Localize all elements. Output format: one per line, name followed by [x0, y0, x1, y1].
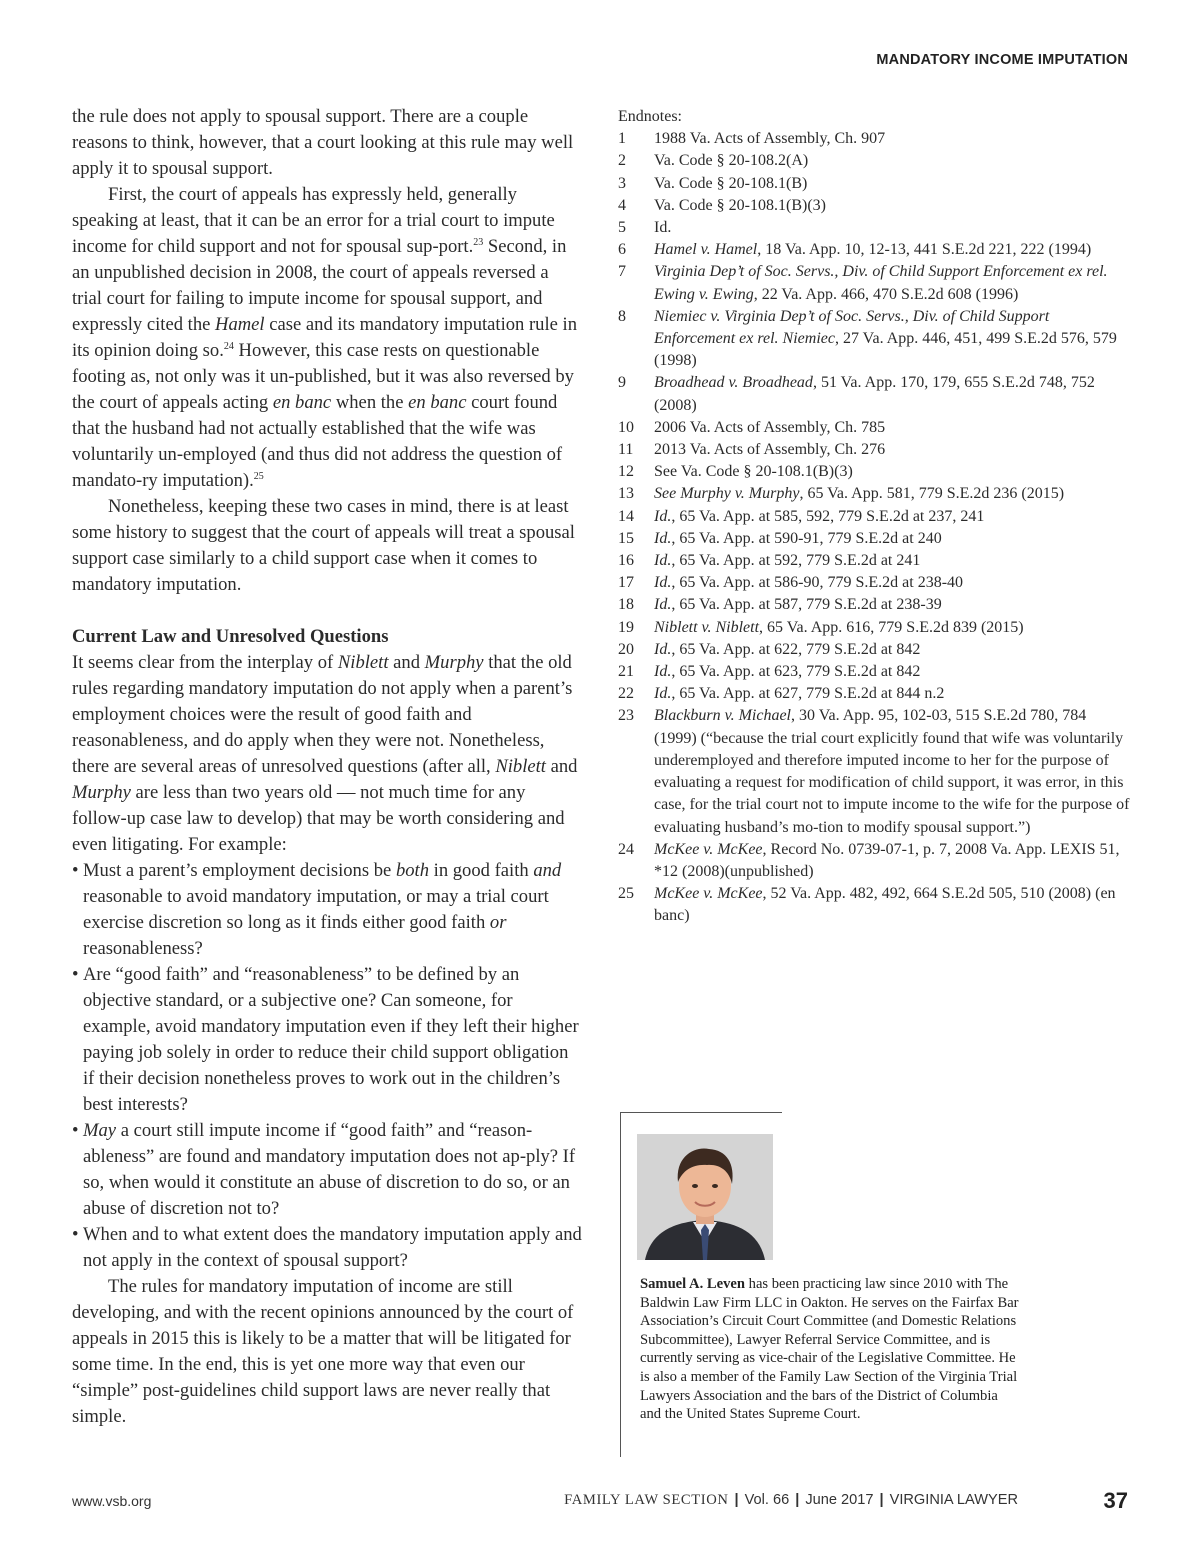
text: It seems clear from the interplay of: [72, 652, 338, 673]
endnote-item: [618, 195, 1130, 217]
footnote-ref: 24: [223, 341, 234, 352]
endnote-item: [618, 883, 1130, 927]
endnote-text: , 65 Va. App. 616, 779 S.E.2d 839 (2015): [759, 618, 1024, 636]
text: the rule does not apply to spousal support. There are a couple reasons to think, however, that a court looking at this rule may well apply it to spousal support.: [72, 106, 574, 179]
endnote-number: 15: [618, 529, 634, 547]
footer-volume: Vol. 66: [744, 1492, 790, 1508]
bio-rule-left: [620, 1112, 621, 1457]
paragraph-5: [72, 1274, 582, 1430]
endnote-text: , 65 Va. App. at 587, 779 S.E.2d at 238-39: [671, 596, 942, 614]
list-item: [72, 1118, 582, 1222]
case-name: Niblett: [337, 652, 389, 673]
footer-citation: [564, 1492, 1018, 1509]
endnote-number: 17: [618, 574, 634, 592]
section-heading: Current Law and Unresolved Questions: [72, 626, 389, 647]
endnote-text: Id.: [654, 685, 672, 703]
article-body: [72, 104, 582, 1430]
endnote-text: , 52 Va. App. 482, 492, 664 S.E.2d 505, 510 (2008) (en banc): [654, 885, 1116, 925]
endnote-text: , 22 Va. App. 466, 470 S.E.2d 608 (1996): [753, 285, 1019, 303]
endnote-number: 5: [618, 219, 626, 237]
endnote-text: Id.: [654, 640, 672, 658]
endnote-item: [618, 439, 1130, 461]
italic-term: both: [395, 860, 429, 881]
bio-rule-top: [620, 1112, 782, 1113]
endnote-text: Id.: [654, 663, 672, 681]
endnote-text: , 65 Va. App. at 592, 779 S.E.2d at 241: [671, 552, 921, 570]
text: The rules for mandatory imputation of income are still developing, and with the recent opinions announced by the court of appeals in 2015 this is likely to be a matter that will be litigated for some time. In the end, this is yet one more way that even our “simple” post-guidelines child support laws are never really that simple.: [72, 1276, 574, 1427]
endnote-text: , 65 Va. App. at 585, 592, 779 S.E.2d at 237, 241: [671, 507, 985, 525]
footnote-ref: 23: [473, 237, 484, 248]
text: Nonetheless, keeping these two cases in mind, there is at least some history to suggest that the court of appeals will treat a spousal support case similarly to a child support case when it comes to mandatory imputation.: [72, 496, 575, 595]
endnote-item: [618, 128, 1130, 150]
separator: |: [795, 1492, 800, 1508]
endnote-text: , 30 Va. App. 95, 102-03, 515 S.E.2d 780, 784 (1999) (“because the trial court explicitly found that wife was voluntarily underemployed and therefore imputed income to her for the purpose of evaluating a request for modification of child support, it was error, in this case, for the trial court not to impute income to the wife for the purpose of evaluating husband’s mo-tion to modify spousal support.”): [654, 707, 1130, 836]
paragraph-4: [72, 650, 582, 858]
endnote-text: 2006 Va. Acts of Assembly, Ch. 785: [654, 418, 886, 436]
endnote-text: Niblett v. Niblett: [654, 618, 760, 636]
italic-term: or: [489, 912, 507, 933]
endnote-text: Id.: [654, 507, 672, 525]
footer-publication: VIRGINIA LAWYER: [889, 1492, 1018, 1508]
list-item: [72, 858, 582, 962]
endnote-text: , 65 Va. App. at 590-91, 779 S.E.2d at 240: [671, 529, 942, 547]
endnote-number: 21: [618, 663, 634, 681]
text: Second, in an unpublished decision in 2008, the court of appeals reversed a trial court for failing to impute income for spousal support, and expressly cited the: [72, 236, 567, 335]
text: Are “good faith” and “reasonableness” to be defined by an objective standard, or a subjective one? Can someone, for example, avoid mandatory imputation even if they left their higher paying job solely in order to reduce their child support obligation if their decision nonetheless proves to work out in the children’s best interests?: [83, 964, 579, 1115]
paragraph-1: [72, 104, 582, 182]
text: First, the court of appeals has expressly held, generally speaking at least, that it can be an error for a trial court to impute income for child support and not for spousal sup-port.: [72, 184, 555, 257]
case-name: Niblett: [495, 756, 546, 777]
endnote-item: [618, 173, 1130, 195]
endnote-number: 25: [618, 885, 634, 903]
endnote-number: 4: [618, 196, 626, 214]
footer-url: www.vsb.org: [72, 1493, 152, 1509]
endnote-number: 14: [618, 507, 634, 525]
text: when the: [331, 392, 409, 413]
question-list: [72, 858, 582, 1274]
endnotes-title: Endnotes:: [618, 108, 682, 125]
italic-term: en banc: [272, 392, 332, 413]
page-number: 37: [1103, 1488, 1128, 1513]
list-item: [72, 1222, 582, 1274]
footer-section: FAMILY LAW SECTION: [564, 1492, 729, 1508]
endnote-text: See Murphy v. Murphy: [654, 485, 800, 503]
endnote-text: Id.: [654, 529, 672, 547]
case-name: Murphy: [72, 782, 131, 803]
separator: |: [879, 1492, 884, 1508]
endnote-item: [618, 572, 1130, 594]
case-name: Murphy: [424, 652, 484, 673]
endnote-text: McKee v. McKee: [654, 840, 763, 858]
endnote-number: 9: [618, 374, 626, 392]
endnote-text: , 65 Va. App. 581, 779 S.E.2d 236 (2015): [799, 485, 1065, 503]
paragraph-3: [72, 494, 582, 598]
text: reasonable to avoid mandatory imputation, or may a trial court exercise discretion so long as it finds either good faith: [83, 886, 549, 933]
italic-term: May: [83, 1120, 117, 1141]
text: Must a parent’s employment decisions be: [83, 860, 396, 881]
endnote-text: Id.: [654, 574, 672, 592]
endnote-number: 11: [618, 441, 634, 459]
endnote-number: 23: [618, 707, 634, 725]
endnote-text: Virginia Dep’t of Soc. Servs., Div. of Child Support Enforcement ex rel. Ewing v. Ewing: [654, 263, 1108, 303]
endnote-text: Id.: [654, 596, 672, 614]
endnote-item: [618, 705, 1130, 838]
endnote-number: 12: [618, 463, 634, 481]
endnote-text: Va. Code § 20-108.2(A): [654, 152, 809, 170]
endnote-item: [618, 639, 1130, 661]
endnotes: [618, 106, 1130, 928]
endnote-item: [618, 617, 1130, 639]
endnote-item: [618, 661, 1130, 683]
footer-date: June 2017: [805, 1492, 874, 1508]
endnote-number: 19: [618, 618, 634, 636]
endnote-item: [618, 483, 1130, 505]
endnote-number: 20: [618, 640, 634, 658]
endnote-number: 6: [618, 241, 626, 259]
running-title: MANDATORY INCOME IMPUTATION: [876, 52, 1128, 68]
text: a court still impute income if “good faith” and “reason-ableness” are found and mandatory imputation does not ap-ply? If so, when would it constitute an abuse of discretion to do so, or an abuse of discretion not to?: [83, 1120, 576, 1219]
endnote-number: 22: [618, 685, 634, 703]
endnote-number: 3: [618, 174, 626, 192]
endnote-text: , 51 Va. App. 170, 179, 655 S.E.2d 748, 752 (2008): [654, 374, 1095, 414]
author-bio: [640, 1275, 1020, 1424]
italic-term: en banc: [408, 392, 467, 413]
footnote-ref: 25: [253, 471, 264, 482]
text: court found that the husband had not actually established that the wife was voluntarily un-employed (and thus did not address the question of mandato-ry imputation).: [72, 392, 563, 491]
endnote-item: [618, 217, 1130, 239]
endnotes-list: [618, 128, 1130, 927]
endnote-item: [618, 261, 1130, 305]
endnote-text: McKee v. McKee: [654, 885, 763, 903]
case-name: Hamel: [215, 314, 265, 335]
text: case and its mandatory imputation rule in its opinion doing so.: [72, 314, 578, 361]
endnote-item: [618, 461, 1130, 483]
endnote-text: 1988 Va. Acts of Assembly, Ch. 907: [654, 130, 886, 148]
endnote-text: , 27 Va. App. 446, 451, 499 S.E.2d 576, 579 (1998): [654, 330, 1117, 370]
endnote-text: , 65 Va. App. at 623, 779 S.E.2d at 842: [671, 663, 921, 681]
text: in good faith: [429, 860, 534, 881]
endnote-number: 2: [618, 152, 626, 170]
endnote-item: [618, 417, 1130, 439]
endnote-text: Va. Code § 20-108.1(B)(3): [654, 196, 826, 214]
endnote-text: Blackburn v. Michael: [654, 707, 791, 725]
text: are less than two years old — not much time for any follow-up case law to develop) that may be worth considering and even litigating. For example:: [72, 782, 565, 855]
text: and: [388, 652, 425, 673]
text: and: [545, 756, 578, 777]
text: that the old rules regarding mandatory imputation do not apply when a parent’s employment choices were the result of good faith and reasonableness, and do apply when they were not. Nonetheless, there are several areas of unresolved questions (after all,: [72, 652, 573, 777]
endnote-text: , 65 Va. App. at 627, 779 S.E.2d at 844 n.2: [671, 685, 945, 703]
endnote-item: [618, 239, 1130, 261]
endnote-item: [618, 306, 1130, 373]
endnote-item: [618, 839, 1130, 883]
endnote-text: Niemiec v. Virginia Dep’t of Soc. Servs., Div. of Child Support Enforcement ex rel. Niemiec: [654, 307, 1050, 348]
endnote-number: 24: [618, 840, 634, 858]
endnote-item: [618, 150, 1130, 172]
endnote-text: , 18 Va. App. 10, 12-13, 441 S.E.2d 221, 222 (1994): [757, 241, 1092, 259]
bio-text: has been practicing law since 2010 with The Baldwin Law Firm LLC in Oakton. He serves on the Fairfax Bar Association’s Circuit Court Committee (and Domestic Relations Subcommittee), Lawyer Referral Service Committee, and is currently serving as vice-chair of the Legislative Committee. He is also a member of the Family Law Section of the Virginia Trial Lawyers Association and the bars of the District of Columbia and the United States Supreme Court.: [640, 1276, 1019, 1423]
endnote-text: Id.: [654, 219, 672, 237]
endnote-item: [618, 372, 1130, 416]
separator: |: [734, 1492, 739, 1508]
endnote-number: 1: [618, 130, 626, 148]
author-photo: [637, 1134, 773, 1260]
endnote-number: 16: [618, 552, 634, 570]
paragraph-2: [72, 182, 582, 494]
text: When and to what extent does the mandatory imputation apply and not apply in the context of spousal support?: [83, 1224, 582, 1271]
endnote-text: , 65 Va. App. at 586-90, 779 S.E.2d at 238-40: [671, 574, 964, 592]
endnote-number: 13: [618, 485, 634, 503]
endnote-item: [618, 506, 1130, 528]
endnote-text: Hamel v. Hamel: [654, 241, 758, 259]
endnote-text: 2013 Va. Acts of Assembly, Ch. 276: [654, 441, 886, 459]
endnote-text: Id.: [654, 552, 672, 570]
endnote-item: [618, 594, 1130, 616]
text: However, this case rests on questionable footing as, not only was it un-published, but it was also reversed by the court of appeals acting: [72, 340, 574, 413]
endnote-text: , Record No. 0739-07-1, p. 7, 2008 Va. App. LEXIS 51, *12 (2008)(unpublished): [654, 840, 1120, 880]
italic-term: and: [533, 860, 562, 881]
endnote-number: 18: [618, 596, 634, 614]
endnote-item: [618, 550, 1130, 572]
endnote-number: 7: [618, 263, 626, 281]
text: reasonableness?: [83, 938, 203, 959]
endnote-item: [618, 683, 1130, 705]
endnote-text: , 65 Va. App. at 622, 779 S.E.2d at 842: [671, 640, 921, 658]
endnote-number: 10: [618, 418, 634, 436]
list-item: [72, 962, 582, 1118]
endnote-text: Broadhead v. Broadhead: [654, 374, 813, 392]
endnote-text: See Va. Code § 20-108.1(B)(3): [654, 463, 853, 481]
endnote-number: 8: [618, 307, 626, 325]
author-name: Samuel A. Leven: [640, 1276, 745, 1292]
endnote-item: [618, 528, 1130, 550]
endnote-text: Va. Code § 20-108.1(B): [654, 174, 808, 192]
